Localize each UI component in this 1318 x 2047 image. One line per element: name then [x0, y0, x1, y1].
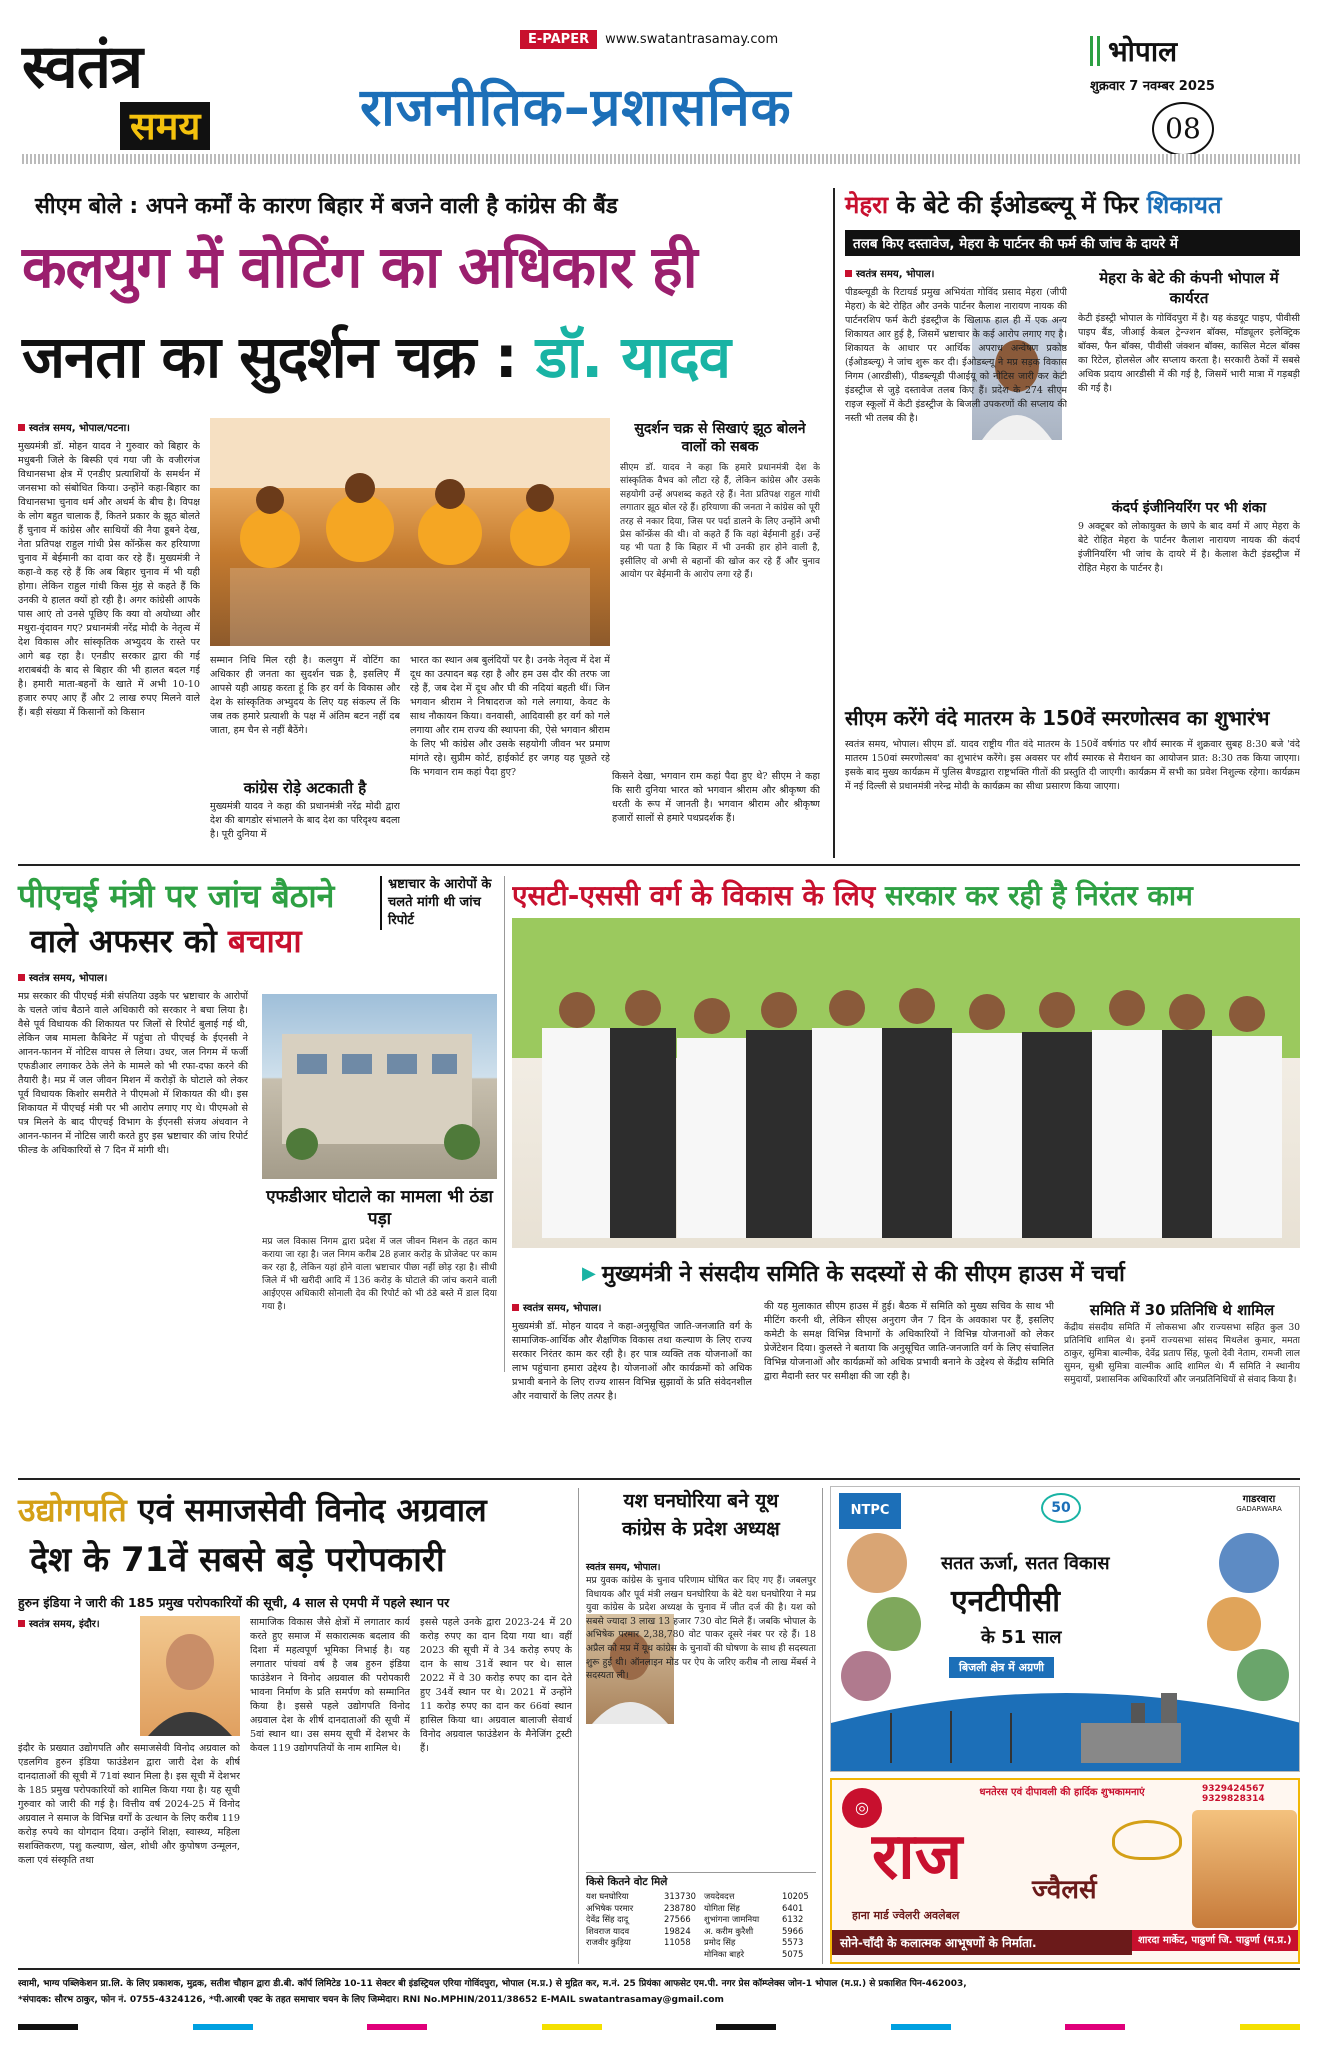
- phe-headline-line2: [30, 920, 380, 962]
- vote-row: [586, 1926, 816, 1938]
- byline-text: स्वतंत्र समय, भोपाल।: [586, 1562, 661, 1573]
- raj-address: शारदा मार्केट, पाढुर्णा जि. पाढुर्णा (म.प्र.): [1132, 1930, 1300, 1951]
- byline-square-icon: [18, 424, 25, 431]
- scst-col3: केंद्रीय संसदीय समिति में लोकसभा और राज्यसभा सहित कुल 30 प्रतिनिधि शामिल थे। इनमें राज्यसभा सांसद मिथलेश कुमार, ममता ठाकुर, सुमित्रा बाल्मीक, देवेंद्र प्रताप सिंह, फूलो देवी नेताम, रामजी लाल सुमन, सुश्री सुमित्रा वाल्मीक आदि शामिल थे। मैं समिति ने स्थानीय समुदायों, प्रशासनिक अधिकारियों और जनप्रतिनिधियों से संवाद किया है।: [1064, 1323, 1300, 1385]
- phe-photo-subbody: मप्र जल विकास निगम द्वारा प्रदेश में जल जीवन मिशन के तहत काम कराया जा रहा है। जल निगम करीब 28 हजार करोड़ के प्रोजेक्ट पर काम कर रहा है, लेकिन यहां होने वाला भ्रष्टाचार पीछा नहीं छोड़ रहा है। सीधी जिले में भी खरीदी आदि में 136 करोड़ के घोटाले की जांच कराने वाली आईएएस अधिकारी सोनाली देव की रिपोर्ट को भी ठंडे बस्ते में डाल दिया गया है।: [262, 1237, 497, 1312]
- lead-col2b: मुख्यमंत्री यादव ने कहा की प्रधानमंत्री नरेंद्र मोदी द्वारा देश की बागडोर संभालने के बाद देश का परिदृश्य बदला है। पूरी दुनिया में: [210, 801, 400, 840]
- logo-line1: स्वतंत्र: [22, 32, 143, 102]
- candidate-votes: 313730: [664, 1891, 696, 1901]
- candidate-name: मोनिका बाहरे: [704, 1948, 745, 1959]
- group-illustration: [512, 918, 1300, 1248]
- ntpc-district-en: GADARWARA: [1236, 1505, 1282, 1513]
- raj-brand-big: राज: [872, 1819, 963, 1894]
- ntpc-brand-text: NTPC: [850, 1503, 890, 1518]
- vote-row: [586, 1937, 816, 1949]
- vinod-byline: [18, 1616, 100, 1630]
- vinod-headline-line2: देश के 71वें सबसे बड़े परोपकारी: [30, 1540, 445, 1580]
- candidate-name: शिवराज यादव: [586, 1925, 630, 1936]
- mehra-headline-a: मेहरा: [845, 191, 889, 219]
- scst-headline-b: सरकार कर रही है निरंतर काम: [885, 879, 1193, 912]
- lead-byline: [18, 420, 130, 434]
- mehra-headline-b: के बेटे की ईओडब्ल्यू में फिर: [888, 191, 1147, 219]
- vinod-deck: हुरुन इंडिया ने जारी की 185 प्रमुख परोपकारियों की सूची, 4 साल से एमपी में पहले स्थान पर: [18, 1595, 450, 1610]
- vinod-col1: इंदौर के प्रख्यात उद्योगपति और समाजसेवी विनोद अग्रवाल को एडलगिव हुरुन इंडिया फाउंडेशन द्वारा जारी देश के शीर्ष दानदाताओं की सूची में 71वां स्थान मिला है। इस सूची में देशभर के 185 प्रमुख परोपकारियों को शामिल किया गया है। यह सूची गुरुवार को जारी की गई है। वित्तीय वर्ष 2024-25 में विनोद अग्रवाल ने समाज के विभिन्न वर्गों के उत्थान के लिए करीब 119 करोड़ रुपये का योगदान दिया। उन्होंने शिक्षा, स्वास्थ्य, महिला सशक्तिकरण, पशु कल्याण, खेल, शोधी और कुपोषण उन्मूलन, कला एवं संस्कृति तथा: [18, 1743, 240, 1866]
- section-rule: [18, 864, 1300, 866]
- caption-arrow-icon: ▶: [582, 1262, 596, 1284]
- building-illustration: [262, 994, 497, 1179]
- portrait-illustration: [140, 1616, 240, 1736]
- byline-square-icon: [845, 270, 852, 277]
- yash-headline-line2: कांग्रेस के प्रदेश अध्यक्ष: [622, 1518, 780, 1540]
- candidate-votes: 6132: [782, 1914, 804, 1925]
- byline-text: स्वतंत्र समय, भोपाल।: [523, 1303, 602, 1314]
- dateline: [1090, 32, 1300, 145]
- mehra-col1: पीडब्ल्यूडी के रिटायर्ड प्रमुख अभियंता गोविंद प्रसाद मेहरा (जीपी मेहरा) के बेटे रोहित और उनके पार्टनर कैलाश नारायण नायक की पार्टनरशिप फर्म केटी इंडस्ट्रीज के खिलाफ हाल ही में एक अन्य शिकायत आर हुई है, जिसमें भ्रष्टाचार के कई आरोप लगाए गए है। शिकायत के आधार पर आर्थिक अपराध अन्वेषण प्रकोष्ठ (ईओडब्ल्यू) ने जांच शुरू कर दी। ईओडब्ल्यू ने मप्र सड़क विकास निगम (आरडीसी), पीडब्ल्यूडी पीआईयू को नोटिस जारी कर केटी इंडस्ट्रीज से जुड़े दस्तावेज तलब किए हैं। प्रदेश के 274 सीएम राइज स्कूलों में केटी इंडस्ट्रीज के बिजली उपकरणों की सप्लाय की नस्ती भी तलब की है।: [845, 287, 1067, 424]
- raj-model-photo: [1192, 1810, 1297, 1928]
- mehra-col2-subhead2: कंदर्प इंजीनियरिंग पर भी शंका: [1111, 500, 1267, 516]
- vande-headline: सीएम करेंगे वंदे मातरम के 150वें स्मरणोत्सव का शुभारंभ: [845, 706, 1270, 730]
- ntpc-anniv-text: 50: [1051, 1500, 1071, 1516]
- vinod-portrait: [140, 1616, 240, 1736]
- mehra-byline: [845, 266, 934, 280]
- page-number: 08: [1152, 102, 1214, 156]
- candidate-votes: 238780: [664, 1902, 696, 1913]
- mehra-deck: तलब किए दस्तावेज, मेहरा के पार्टनर की फर्म की जांच के दायरे में: [845, 230, 1300, 256]
- candidate-votes: [664, 1949, 704, 1961]
- scst-col2: की यह मुलाकात सीएम हाउस में हुई। बैठक में समिति को मुख्य सचिव के साथ भी मीटिंग करनी थी, लेकिन सीएस अनुराग जैन 7 दिन के अवकाश पर हैं, इसलिए कमेटी के समक्ष विभिन्न विभागों के अधिकारियों ने विभिन्न योजनाओं को लेकर प्रेजेंटेशन दिया। कुलस्ते ने बताया कि अनुसूचित जाति-जनजाति वर्ग के लिए संचालित विभिन्न योजनाओं और कार्यक्रमों को अधिक प्रभावी बनाने के उद्देश्य से केंद्रीय समिति द्वारा मैदानी स्तर पर समीक्षा की जा रही है।: [764, 1301, 1054, 1382]
- candidate-name: यश घनघोरिया: [586, 1891, 629, 1901]
- footer-line1: स्वामी, भाग्य पब्लिकेशन प्रा.लि. के लिए प्रकाशक, मुद्रक, सतीश चौहान द्वारा डी.बी. कॉर्प लिमिटेड 10-11 सेक्टर बी इंडस्ट्रियल एरिया गोविंदपुरा, भोपाल (म.प्र.) से मुद्रित कर, म.नं. 25 प्रियंका आफसेट एम.पी. नगर प्रेस कॉम्प्लेक्स जोन-1 भोपाल (म.प्र.) से प्रकाशित पिन-462003,: [18, 1979, 967, 1989]
- raj-bottom: सोने-चाँदी के कलात्मक आभूषणों के निर्माता.: [832, 1930, 1132, 1955]
- candidate-name: राजवीर कुड़िया: [586, 1937, 631, 1948]
- candidate-votes: 5966: [782, 1925, 804, 1936]
- phe-building-photo: [262, 994, 497, 1179]
- scst-group-photo: [512, 918, 1300, 1248]
- candidate-name: अ. करीम कुरैशी: [704, 1925, 754, 1936]
- section-rule: [18, 1478, 1300, 1480]
- vote-row: [586, 1891, 816, 1903]
- ntpc-district-hi: गाडरवारा: [1242, 1494, 1276, 1505]
- ntpc-advertisement[interactable]: [830, 1486, 1300, 1772]
- scst-caption: [582, 1258, 1302, 1288]
- candidate-votes: 27566: [664, 1914, 691, 1925]
- city-name: भोपाल: [1108, 35, 1178, 68]
- candidate-votes: 5573: [782, 1937, 804, 1948]
- vote-row: [586, 1914, 816, 1926]
- candidate-votes: 10205: [782, 1891, 809, 1901]
- raj-jewellers-advertisement[interactable]: [830, 1778, 1300, 1964]
- vote-row: [586, 1903, 816, 1915]
- raj-phone1: 9329424567: [1202, 1784, 1265, 1794]
- scst-col3-subhead: समिति में 30 प्रतिनिधि थे शामिल: [1089, 1301, 1275, 1319]
- scst-headline-a: एसटी-एससी वर्ग के विकास के लिए: [512, 879, 886, 912]
- vande-body: स्वतंत्र समय, भोपाल। सीएम डॉ. यादव राष्ट्रीय गीत वंदे मातरम के 150वें वर्षगांठ पर शौर्य स्मारक में शुक्रवार सुबह 8:30 बजे 'वंदे मातरम 150वां स्मरणोत्सव' का शुभारंभ करेंगे। इस अवसर पर शौर्य स्मारक से मैराथन का आयोजन प्रात: 8:30 तक किया जाएगा। इसके बाद मुख्य कार्यक्रम में पुलिस बैण्डद्वारा राष्ट्रभक्ति गीतों की प्रस्तुति दी जाएगी। कार्यक्रम में सभी का प्रवेश निशुल्क रहेगा। कार्यक्रम में नई दिल्ली से प्रधानमंत्री नरेन्द्र मोदी के कार्यक्रम का सीधा प्रसारण किया जाएगा।: [845, 739, 1300, 792]
- byline-square-icon: [18, 1620, 25, 1627]
- candidate-votes: 5075: [782, 1948, 804, 1959]
- raj-phones: [1202, 1784, 1265, 1804]
- byline-text: स्वतंत्र समय, इंदौर।: [29, 1619, 100, 1630]
- byline-text: स्वतंत्र समय, भोपाल/पटना।: [29, 423, 130, 434]
- lead-rally-photo: [210, 418, 610, 646]
- scst-col1: मुख्यमंत्री डॉ. मोहन यादव ने कहा-अनुसूचित जाति-जनजाति वर्ग के सामाजिक-आर्थिक और शैक्षणिक विकास तथा कल्याण के लिए राज्य सरकार निरंतर काम कर रही है। हर पात्र व्यक्ति तक योजनाओं का लाभ पहुंचाना हमारा उद्देश्य है। योजनाओं और कार्यक्रमों को अधिक प्रभावी बनाने के लिए राज्य शासन विभिन्न सुझावों के प्रति संवेदनशील और नवाचारों के लिए तत्पर है।: [512, 1321, 752, 1402]
- yash-table-title: किसे कितने वोट मिले: [586, 1876, 668, 1888]
- yash-byline: [586, 1560, 661, 1573]
- lead-col2-subhead: कांग्रेस रोड़े अटकाती है: [243, 779, 367, 797]
- ntpc-district: [1223, 1491, 1295, 1513]
- yash-votes-table: [586, 1872, 816, 1964]
- rally-illustration: [210, 418, 610, 646]
- column-divider: [833, 188, 835, 858]
- candidate-name: [586, 1949, 664, 1961]
- ntpc-photo-circles-right: [1201, 1533, 1297, 1703]
- lead-col4-subhead: सुदर्शन चक्र से सिखाएं झूठ बोलने वालों को सबक: [634, 421, 806, 455]
- lead-headline-line2: [22, 322, 832, 392]
- lead-col4b: किसने देखा, भगवान राम कहां पैदा हुए थे? सीएम ने कहा कि सारी दुनिया भारत को भगवान श्रीराम और श्रीकृष्ण की धरती के रूप में जानती है। भगवान श्रीराम और श्रीकृष्ण हजारों सालों से हमारे पथप्रदर्शक हैं।: [612, 771, 820, 824]
- vinod-col3: इससे पहले उनके द्वारा 2023-24 में 20 करोड़ रुपए का दान दिया गया था। वहीं 2023 की सूची में वे 34 करोड़ रुपए के दान के साथ 31वें स्थान पर थे। साल 2022 में वे 30 करोड़ रुपए का दान देते हुए 34वें स्थान पर थे। 2021 में उन्होंने 11 करोड़ रुपए का दान कर 66वां स्थान हासिल किया था। अग्रवाल बालाजी सेवार्थ विनोद अग्रवाल फाउंडेशन के मैनेजिंग ट्रस्टी हैं।: [420, 1617, 572, 1754]
- vinod-headline-line1: [18, 1490, 578, 1530]
- vinod-headline-line1b: एवं समाजसेवी विनोद अग्रवाल: [126, 1491, 487, 1529]
- candidate-votes: 19824: [664, 1925, 691, 1936]
- lead-headline-line2a: जनता का सुदर्शन चक्र :: [22, 323, 537, 391]
- raj-phone2: 9329828314: [1202, 1794, 1265, 1804]
- vote-row: [586, 1949, 816, 1961]
- logo: [22, 34, 272, 164]
- byline-text: स्वतंत्र समय, भोपाल।: [29, 973, 108, 984]
- masthead: [0, 0, 1318, 165]
- ntpc-anniv-logo: [1041, 1493, 1081, 1523]
- website-link[interactable]: www.swatantrasamay.com: [605, 32, 779, 47]
- ntpc-photo-circles: [837, 1533, 933, 1703]
- footer-rule: [18, 1968, 1300, 1970]
- raj-ring-icon: ◎: [842, 1788, 882, 1828]
- masthead-rule: [22, 154, 1300, 164]
- phe-photo-subhead: एफडीआर घोटाले का मामला भी ठंडा पड़ा: [266, 1187, 493, 1229]
- byline-square-icon: [18, 974, 25, 981]
- ntpc-tagline: सतत ऊर्जा, सतत विकास: [941, 1553, 1110, 1574]
- column-divider: [504, 876, 505, 1372]
- ntpc-years: के 51 साल: [981, 1627, 1062, 1648]
- byline-text: स्वतंत्र समय, भोपाल।: [856, 269, 935, 280]
- candidate-name: प्रमोद सिंह: [704, 1937, 736, 1948]
- ntpc-name: एनटीपीसी: [951, 1584, 1060, 1619]
- yash-table-rows: [586, 1891, 816, 1961]
- epaper-bar: [520, 30, 778, 49]
- section-title: राजनीतिक–प्रशासनिक: [360, 78, 792, 138]
- scst-caption-text: मुख्यमंत्री ने संसदीय समिति के सदस्यों से की सीएम हाउस में चर्चा: [601, 1262, 1125, 1287]
- candidate-name: अभिषेक परमार: [586, 1902, 634, 1913]
- phe-side-deck: भ्रष्टाचार के आरोपों के चलते मांगी थी जांच रिपोर्ट: [380, 876, 498, 930]
- candidate-votes: 11058: [664, 1937, 691, 1948]
- footer-line2: *संपादक: सौरभ ठाकुर, फोन नं. 0755-4324126, *पी.आरबी एक्ट के तहत समाचार चयन के लिए जिम्मेदार। RNI No.MPHIN/2011/38652 E-MAIL swatantrasamay@gmail.com: [18, 1995, 724, 2005]
- lead-headline-name: डॉ. यादव: [536, 323, 731, 391]
- ntpc-badge: बिजली क्षेत्र में अग्रणी: [949, 1657, 1054, 1678]
- scst-byline: [512, 1300, 601, 1314]
- issue-date: शुक्रवार 7 नवम्बर 2025: [1090, 79, 1215, 94]
- vinod-headline-line1a: उद्योगपति: [18, 1491, 127, 1529]
- raj-brand-small: ज्वैलर्स: [1032, 1875, 1097, 1905]
- candidate-name: जयदेवदत्त: [704, 1891, 735, 1901]
- candidate-name: शुभांगना जामनिया: [704, 1914, 760, 1925]
- mehra-headline: [845, 188, 1305, 221]
- phe-body: मप्र सरकार की पीएचई मंत्री संपतिया उइके पर भ्रष्टाचार के आरोपों के चलते जांच बैठाने वाले अधिकारी को सरकार ने बचा लिया है। वैसे पूर्व विधायक की शिकायत पर जिलों से रिपोर्ट बुलाई गई थी, लेकिन जब मामला कैबिनेट में पहुंचा तो पीएचई के ईएनसी ने आनन-फानन में नोटिस वापस ले लिया। उधर, जल निगम में फर्जी एफडीआर लगाकर ठेके लेने के मामले को भी रफा-दफा करने की तैयारी है। मप्र में जल जीवन मिशन में करोड़ों के घोटाले को लेकर पूर्व विधायक किशोर समरीते ने पीएमओ में शिकायत की थी। इस शिकायत में पीएचई मंत्री पर भी आरोप लगाए गए थे। पीएमओ से पत्र मिलने के बाद पीएचई विभाग के ईएनसी संजय अंधवान ने आनन-फानन में नोटिस जारी करते हुए इस भ्रष्टाचार की जांच रिपोर्ट फील्ड के अधिकारियों से 7 दिन में मांगी थी।: [18, 991, 248, 1156]
- ntpc-logo: [839, 1493, 901, 1529]
- mehra-col2-subhead: मेहरा के बेटे की कंपनी भोपाल में कार्यरत: [1099, 269, 1279, 307]
- lead-kicker: सीएम बोले : अपने कर्मों के कारण बिहार में बजने वाली है कांग्रेस की बैंड: [35, 194, 618, 219]
- raj-tag1: हाना मार्ड ज्वेलरी अवलेबल: [852, 1909, 960, 1922]
- ntpc-plant-illustration: [831, 1683, 1300, 1772]
- lead-col3: भारत का स्थान अब बुलंदियों पर है। उनके नेतृत्व में देश में दूध का उत्पादन बढ़ रहा है और हम उस दौर की तरफ जा रहे हैं, जब देश में दूध और घी की नदियां बहती थीं। जिन भगवान श्रीराम ने निषादराज को गले लगाया, केवट के साथ नौकायन किया। वनवासी, आदिवासी हर वर्ग को गले लगाया और राम राज्य की स्थापना की, ऐसे भगवान श्रीराम के लिए भी कांग्रेस और उसके सहयोगी जीवन भर प्रमाण मांगते रहे। सुप्रीम कोर्ट, हाईकोर्ट हर जगह यह पूछते रहे कि भगवान राम कहां पैदा हुए?: [410, 655, 610, 778]
- epaper-label: E-PAPER: [520, 30, 597, 49]
- mehra-col2: केटी इंडस्ट्री भोपाल के गोविंदपुरा में है। यह कंडयूट पाइप, पीवीसी पाइप बैंड, जीआई केबल ट्रेन्ज्शन बॉक्स, मॉड्यूलर इलेक्ट्रिक बॉक्स, फैन बॉक्स, पीवीसी जंक्शन बॉक्स, कासिल मेटल बॉक्स का रिटेल, होलसेल और सप्लाय करता है। सरकारी ठेकों में सबसे अधिक प्रदाय आरडीसी में की गई है, जिसमें भारी मात्रा में गड़बड़ी की गई है।: [1078, 313, 1300, 394]
- candidate-name: देवेंद्र सिंह दादू: [586, 1914, 629, 1925]
- candidate-votes: 6401: [782, 1902, 804, 1913]
- vinod-col2: सामाजिक विकास जैसे क्षेत्रों में लगातार कार्य करते हुए समाज में सकारात्मक बदलाव की दिशा में महत्वपूर्ण भूमिका निभाई है। यह लगातार पांचवां वर्ष है जब हुरुन इंडिया फाउंडेशन ने विनोद अग्रवाल की परोपकारी भावना निर्माण के प्रति समर्पण को सम्मानित किया है। इससे पहले उद्योगपति विनोद अग्रवाल देश के शीर्ष दानदाताओं की सूची में 5वां स्थान था। उस समय सूची में देशभर के केवल 119 उद्योगपतियों के नाम शामिल थे।: [250, 1617, 410, 1754]
- raj-jewellery-icon: [1112, 1820, 1182, 1860]
- phe-headline-line2a: वाले अफसर को: [30, 922, 228, 960]
- phe-headline-line1: पीएचई मंत्री पर जांच बैठाने: [18, 877, 335, 915]
- lead-headline-line1: कलयुग में वोटिंग का अधिकार ही: [22, 233, 697, 301]
- column-divider: [822, 1488, 823, 1964]
- green-bars-icon: [1090, 36, 1100, 66]
- scst-headline: [512, 876, 1302, 914]
- mehra-headline-c: शिकायत: [1146, 191, 1222, 219]
- phe-headline-line2b: बचाया: [227, 922, 302, 960]
- byline-square-icon: [512, 1304, 519, 1311]
- column-divider: [578, 1488, 579, 1964]
- lead-col4: सीएम डॉ. यादव ने कहा कि हमारे प्रधानमंत्री देश के सांस्कृतिक वैभव को लौटा रहे हैं, लेकिन कांग्रेस और उसके सहयोगी उन्हें अपशब्द कहते रहे हैं। नेता प्रतिपक्ष राहुल गांधी लगातार झूठ बोल रहे हैं। हरियाणा की जनता ने कांग्रेस को पूरी तरह से नकार दिया, जिस पर पर्दा डालने के लिए उन्होंने अभी प्रेस कॉन्फ्रेंस की थी। वो कहते हैं कि वहां बेईमानी हुई। उन्हें यह भी पता है कि बिहार में भी उनकी हार होने वाली है, इसीलिए वो अभी से बहानों की खोज कर रहे हैं और चुनाव आयोग पर बेईमानी के आरोप लगा रहे हैं।: [620, 463, 820, 581]
- lead-col2: सम्मान निधि मिल रही है। कलयुग में वोटिंग का अधिकार ही जनता का सुदर्शन चक्र है, इसलिए मैं आपसे यही आग्रह करता हूं कि हर वर्ग के विकास और देश के सांस्कृतिक अभ्युदय के लिए यह संकल्प लें कि जब तक हमारे प्रत्याशी के पक्ष में अंतिम बटन नहीं दब जाता, हम चैन से नहीं बैठेंगे।: [210, 655, 400, 736]
- mehra-col2b: 9 अक्टूबर को लोकायुक्त के छापे के बाद वर्मा में आए मेहरा के बेटे रोहित मेहरा के पार्टनर कैलाश नारायण नायक की कंदर्प इंजीनियरिंग भी जांच के दायरे में है। केलाश केटी इंडस्ट्रीज में रोहित मेहरा के पार्टनर है।: [1078, 521, 1300, 574]
- raj-top-line: धनतेरस एवं दीपावली की हार्दिक शुभकामनाएं: [979, 1787, 1145, 1798]
- candidate-name: योगिता सिंह: [704, 1902, 740, 1913]
- registration-marks: [18, 2024, 1300, 2034]
- yash-headline-line1: यश घनघोरिया बने यूथ: [623, 1490, 779, 1512]
- phe-byline: [18, 970, 107, 984]
- logo-line2: समय: [120, 102, 210, 150]
- yash-body: मप्र युवक कांग्रेस के चुनाव परिणाम घोषित कर दिए गए हैं। जबलपुर विधायक और पूर्व मंत्री लखन घनघोरिया के बेटे यश घनघोरिया ने मप्र युवा कांग्रेस के प्रदेश अध्यक्ष के चुनाव में जीत दर्ज की है। यश को सबसे ज्यादा 3 लाख 13 हजार 730 वोट मिले हैं। जबकि भोपाल के अभिषेक परमार 2,38,780 वोट पाकर दूसरे नंबर पर रहे हैं। 18 अप्रैल को मप्र में यूथ कांग्रेस के चुनावों की घोषणा के साथ ही सदस्यता शुरू हुई थी। ऑनलाइन मोड पर ऐप के जरिए करीब नौ लाख मेंबर्स ने सदस्यता ली।: [586, 1575, 816, 1682]
- lead-col1: मुख्यमंत्री डॉ. मोहन यादव ने गुरुवार को बिहार के मधुबनी जिले के बिस्फी एवं गया जी के वजीरगंज विधानसभा क्षेत्र में एनडीए प्रत्याशियों के समर्थन में जनसभा को संबोधित किया। उन्होंने कहा-बिहार का विधानसभा चुनाव धर्म और अधर्म के बीच है। विपक्ष के लोग बहुत चालाक हैं, कितने प्रकार के झूठ बोलते हैं चुनाव में कांग्रेस और साथियों की नैया डूबने देख, नेता प्रतिपक्ष राहुल गांधी प्रेस कॉन्फ्रेंस कर हरियाणा चुनाव में बेईमानी का दावा कर रहे हैं। मुख्यमंत्री ने कहा-वे कह रहे हैं कि अब बिहार चुनाव में भी यही होगा। लेकिन राहुल गांधी किस मुंह से कहते हैं कि उनकी ये हालत क्यों हो रही है। अगर कांग्रेसी आपके पास आएं तो उनसे पूछिए कि क्या वो अयोध्या और मथुरा-वृंदावन गए? प्रधानमंत्री नरेंद्र मोदी के नेतृत्व में देश विकास और सांस्कृतिक अभ्युदय के रास्ते पर आगे बढ़ रहा है। एनडीए सरकार द्वारा की गई शराबबंदी के बाद से बिहार की भी हालत बदल गई है। हमारी माता-बहनों के खाते में अभी 10-10 हजार रुपए आए हैं और 2 लाख रुपए मिलने वाले हैं। बड़ी संख्या में किसानों को किसान: [18, 441, 200, 718]
